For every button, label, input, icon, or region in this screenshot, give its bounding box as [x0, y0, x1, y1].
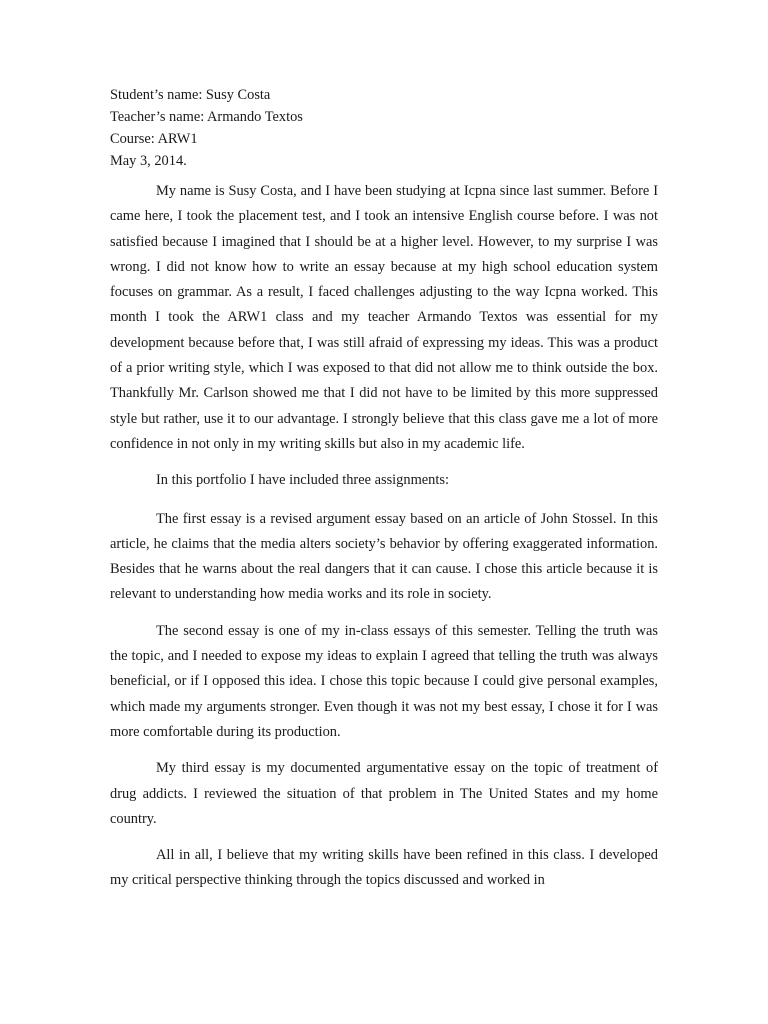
portfolio-intro-paragraph: In this portfolio I have included three assignments: [156, 472, 449, 489]
document-page [110, 84, 658, 905]
document-header [110, 84, 658, 172]
intro-paragraph: My name is Susy Costa, and I have been studying at Icpna since last summer. Before I came here, I took the placement test, and I took an intensive English course before. I was not satisfied because I imagined that I should be at a higher level. However, to my surprise I was wrong. I did not know how to write an essay because at my high school education system focuses on grammar. As a result, I faced challenges adjusting to the way Icpna worked. This month I took the ARW1 class and my teacher Armando Textos was essential for my development because before that, I was still afraid of expressing my ideas. This was a product of a prior writing style, which I was exposed to that did not allow me to think outside the box. Thankfully Mr. Carlson showed me that I did not have to be limited by this more suppressed style but rather, use it to our advantage. I strongly believe that this class gave me a lot of more confidence in not only in my writing skills but also in my academic life. [110, 183, 658, 452]
conclusion-paragraph: All in all, I believe that my writing skills have been refined in this class. I developed my critical perspective thinking through the topics discussed and worked in [110, 847, 658, 889]
first-essay-paragraph: The first essay is a revised argument essay based on an article of John Stossel. In this article, he claims that the media alters society’s behavior by offering exaggerated information. Besides that he warns about the real dangers that it can cause. I chose this article because it is relevant to understanding how media works and its role in society. [110, 510, 658, 603]
date-line: May 3, 2014. [110, 153, 187, 169]
student-name-line: Student’s name: Susy Costa [110, 87, 271, 103]
third-essay-paragraph: My third essay is my documented argumentative essay on the topic of treatment of drug addicts. I reviewed the situation of that problem in The United States and my home country. [110, 760, 658, 827]
second-essay-paragraph: The second essay is one of my in-class essays of this semester. Telling the truth was the topic, and I needed to expose my ideas to explain I agreed that telling the truth was always beneficial, or if I opposed this idea. I chose this topic because I could give personal examples, which made my arguments stronger. Even though it was not my best essay, I chose it for I was more comfortable during its production. [110, 622, 658, 740]
teacher-name-line: Teacher’s name: Armando Textos [110, 109, 303, 125]
course-line: Course: ARW1 [110, 131, 198, 147]
